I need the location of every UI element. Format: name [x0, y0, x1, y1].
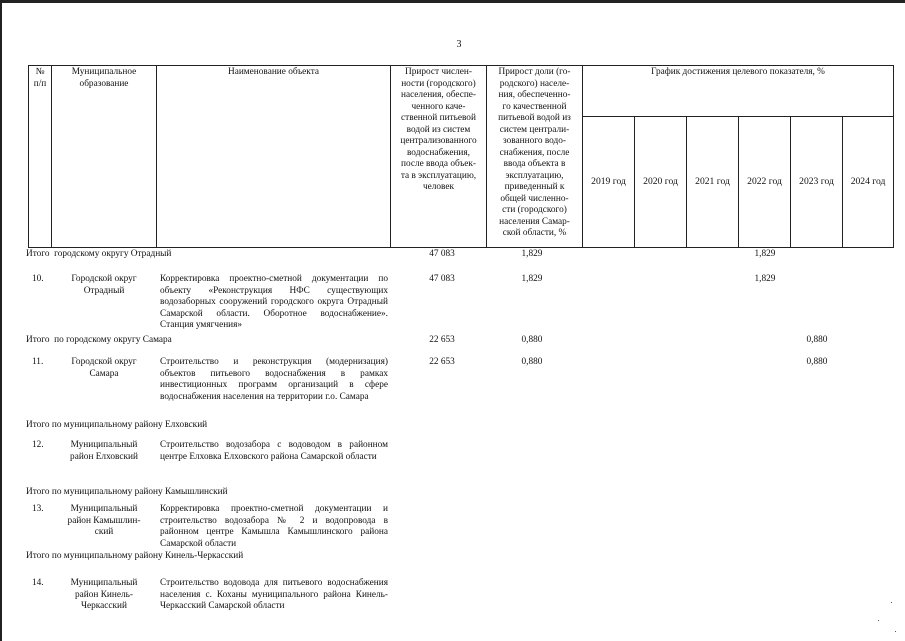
- row-object-13: Корректировка проектно-сметной документации и строительство водозабора № 2 и водопровода в районном центре Камышла Камышлинского района Самарской области: [160, 504, 388, 549]
- row-share-11: 0,880: [521, 357, 543, 367]
- header-year-2022: 2022 год: [739, 117, 791, 248]
- row-municipality-14: Муниципальный район Кинель- Черкасский: [70, 578, 138, 611]
- row-num-14: 14.: [32, 578, 44, 588]
- row-object-10: Корректировка проектно-сметной документации по объекту «Реконструкция НФС существующих водозаборных сооружений городского округа Отрадный Самарской области. Оборотное водоснабжение». Станция умягчения»: [160, 274, 388, 330]
- row-2023-11: 0,880: [806, 357, 828, 367]
- header-year-2024: 2024 год: [843, 117, 894, 248]
- scan-speck: [895, 631, 896, 632]
- header-year-2021: 2021 год: [687, 117, 739, 248]
- row-object-12: Строительство водозабора с водоводом в районном центре Елховка Елховского района Самарской области: [160, 440, 388, 462]
- row-share-10: 1,829: [521, 274, 543, 284]
- row-object-11: Строительство и реконструкция (модернизация) объектов питьевого водоснабжения в рамках инвестиционных программ организаций в сфере водоснабжения населения на территории г.о. Самара: [160, 357, 388, 402]
- header-growth-share: Прирост доли (го- родского) населе- ния, обеспеченно- го качественной питьевой водой из систем централи- зованного водо- снабжения, после ввода объекта в эксплуатацию, приведенный к общей численно- сти (городского) населения Самар- ской области, %: [487, 66, 583, 248]
- row-municipality-11: Городской округ Самара: [71, 357, 137, 379]
- header-object-name: Наименование объекта: [157, 66, 391, 248]
- header-municipality: Муниципальное образование: [52, 66, 157, 248]
- row-population-11: 22 653: [429, 357, 455, 367]
- total-population-otradny: 47 083: [429, 249, 455, 259]
- row-num-10: 10.: [32, 274, 44, 284]
- total-2023-samara: 0,880: [806, 335, 828, 345]
- header-schedule: График достижения целевого показателя, %: [583, 66, 894, 117]
- table-header: [28, 65, 894, 248]
- scan-speck: [891, 602, 892, 603]
- total-2022-otradny: 1,829: [754, 249, 776, 259]
- header-num: № п/п: [29, 66, 52, 248]
- total-label-kinel-cherkassky: Итого по муниципальному району Кинель-Черкасский: [26, 551, 244, 561]
- header-year-2023: 2023 год: [791, 117, 843, 248]
- row-population-10: 47 083: [429, 274, 455, 284]
- total-share-samara: 0,880: [521, 335, 543, 345]
- total-population-samara: 22 653: [429, 335, 455, 345]
- scan-speck: [878, 620, 879, 621]
- total-label-kamyshlinsky: Итого по муниципальному району Камышлинский: [26, 487, 228, 497]
- row-municipality-13: Муниципальный район Камышлин- ский: [67, 504, 141, 537]
- page-number: 3: [456, 39, 462, 50]
- row-municipality-10: Городской округ Отрадный: [71, 274, 137, 296]
- row-num-12: 12.: [32, 440, 44, 450]
- header-year-2019: 2019 год: [583, 117, 635, 248]
- row-object-14: Строительство водовода для питьевого водоснабжения населения с. Коханы муниципального района Кинель-Черкасский Самарской области: [160, 578, 388, 611]
- total-label-otradny: Итого городскому округу Отрадный: [26, 249, 172, 259]
- header-growth-population: Прирост числен- ности (городского) населения, обеспе- ченного каче- ственной питьевой водой из систем централизованного водоснабжения, после ввода объек- та в эксплуатацию, человек: [391, 66, 487, 248]
- row-num-11: 11.: [32, 357, 44, 367]
- total-share-otradny: 1,829: [521, 249, 543, 259]
- row-municipality-12: Муниципальный район Елховский: [70, 440, 138, 462]
- row-2022-10: 1,829: [754, 274, 776, 284]
- total-label-elkhovsky: Итого по муниципальному району Елховский: [26, 420, 208, 430]
- header-year-2020: 2020 год: [635, 117, 687, 248]
- row-num-13: 13.: [32, 504, 44, 514]
- total-label-samara: Итого по городскому округу Самара: [26, 335, 172, 345]
